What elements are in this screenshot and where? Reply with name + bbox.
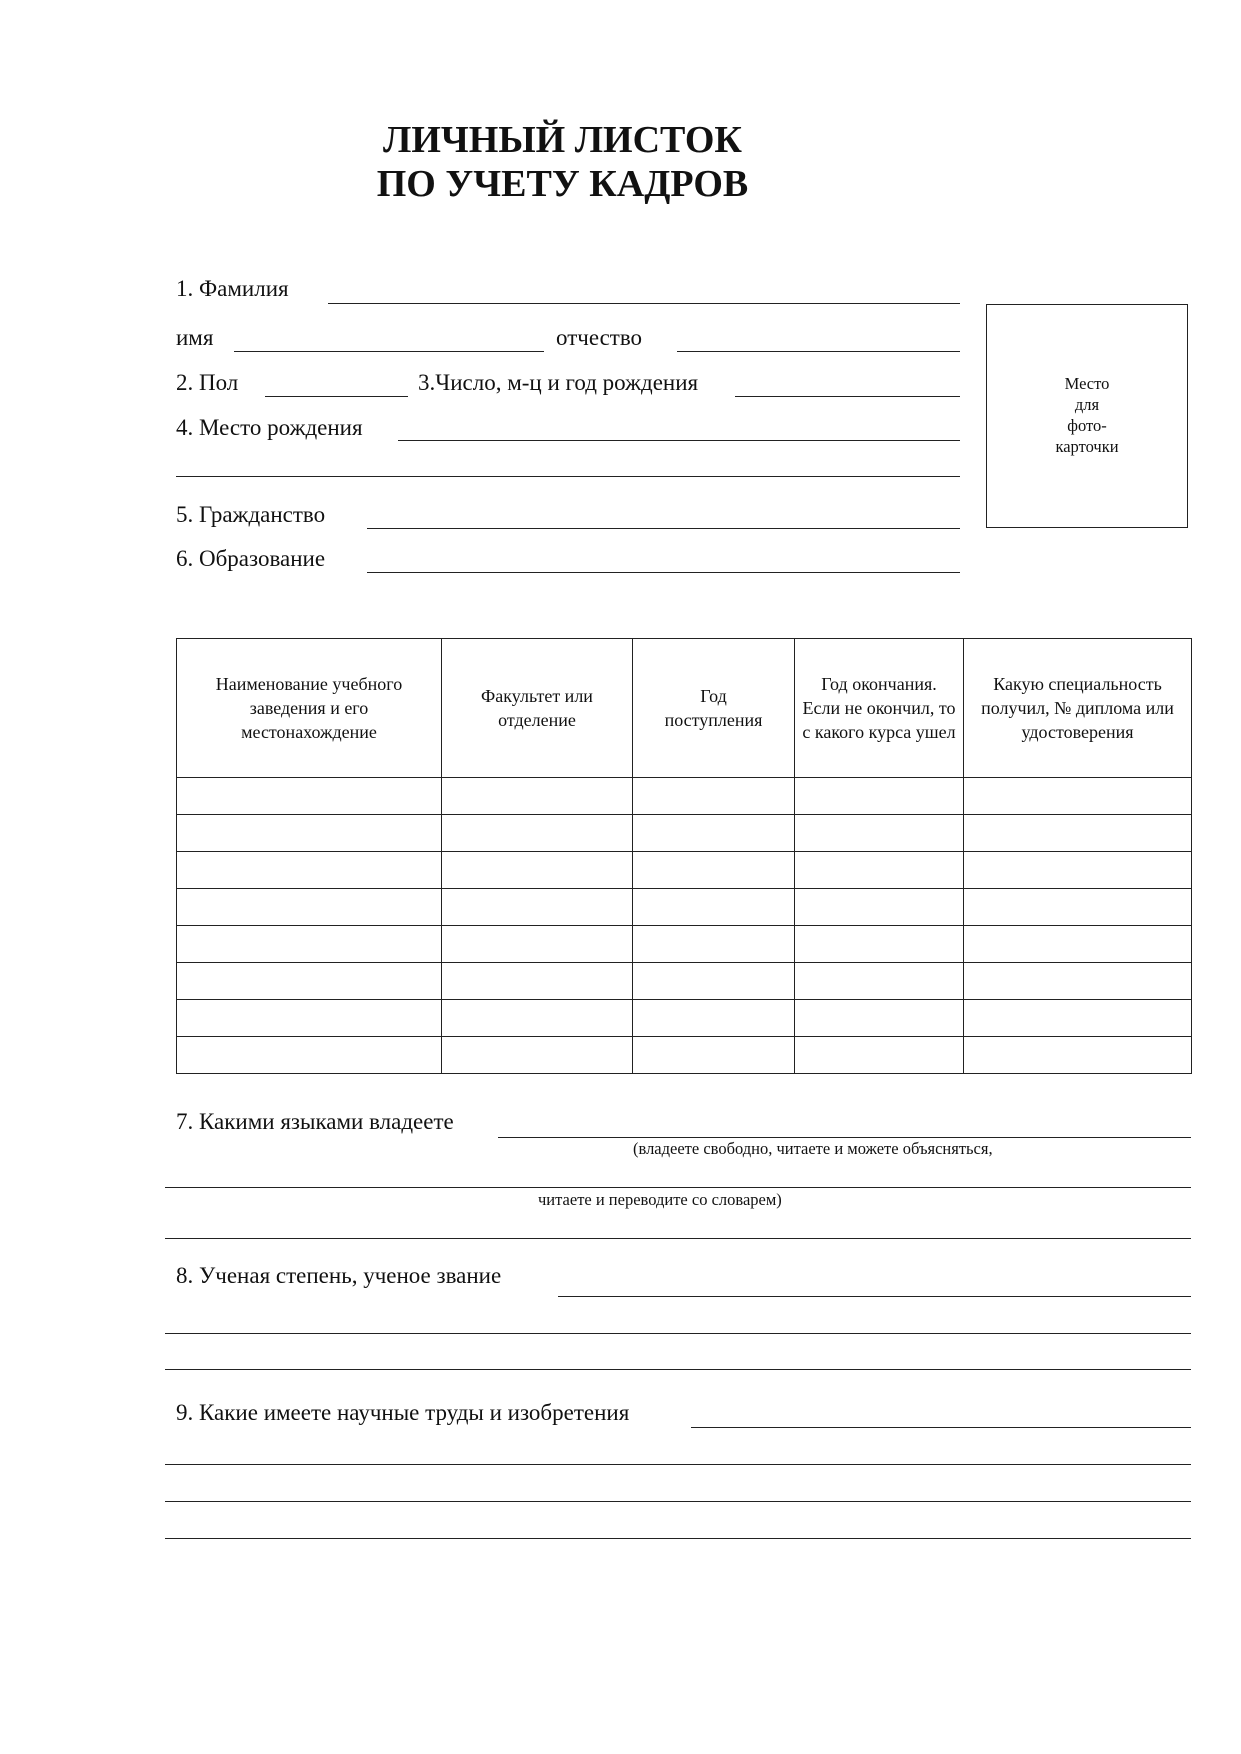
works-label: 9. Какие имеете научные труды и изобретения [176,1400,630,1425]
citizenship-label: 5. Гражданство [176,502,326,527]
table-cell[interactable] [964,1000,1192,1037]
education-table [176,638,1192,1074]
degree-field[interactable] [558,1296,1191,1297]
col-header-institution-text: Наименование учебного заведения и его местонахождение [215,674,403,742]
table-cell[interactable] [177,852,442,889]
sex-label: 2. Пол [176,370,239,395]
table-cell[interactable] [795,926,964,963]
col-header-specialty-text: Какую специальность получил, № диплома или удостоверения [981,674,1174,742]
table-cell[interactable] [177,889,442,926]
patronymic-field[interactable] [677,351,960,352]
table-cell[interactable] [964,963,1192,1000]
table-cell[interactable] [633,778,795,815]
col-header-institution [177,639,442,778]
works-field-line-3[interactable] [165,1501,1191,1502]
education-table-body [177,778,1192,1074]
table-cell[interactable] [964,1037,1192,1074]
table-row [177,1000,1192,1037]
col-header-entry-year-text: Год поступления [664,686,763,730]
languages-field-line-2[interactable] [165,1187,1191,1188]
photo-text-line-3: фото- [1067,416,1107,435]
languages-hint-2: читаете и переводите со словарем) [538,1190,782,1209]
education-label: 6. Образование [176,546,326,571]
photo-placeholder-text [987,373,1187,457]
name-label: имя [176,325,214,350]
table-cell[interactable] [633,1000,795,1037]
patronymic-label: отчество [556,325,643,350]
table-cell[interactable] [633,889,795,926]
table-cell[interactable] [795,852,964,889]
table-cell[interactable] [442,963,633,1000]
works-field-line-2[interactable] [165,1464,1191,1465]
table-row [177,1037,1192,1074]
birthdate-label: 3.Число, м-ц и год рождения [418,370,699,395]
col-header-graduation-year-text: Год окончания. Если не окончил, то с какого курса ушел [802,674,956,742]
photo-placeholder-box [986,304,1188,528]
table-cell[interactable] [177,1000,442,1037]
works-field[interactable] [691,1427,1191,1428]
degree-field-line-3[interactable] [165,1369,1191,1370]
table-cell[interactable] [442,926,633,963]
birthplace-field-line-2[interactable] [176,476,960,477]
table-row [177,963,1192,1000]
table-cell[interactable] [964,815,1192,852]
table-cell[interactable] [964,889,1192,926]
languages-label: 7. Какими языками владеете [176,1109,454,1134]
sex-field[interactable] [265,396,408,397]
table-cell[interactable] [633,1037,795,1074]
table-row [177,852,1192,889]
citizenship-field[interactable] [367,528,960,529]
table-cell[interactable] [795,1000,964,1037]
table-cell[interactable] [795,1037,964,1074]
table-cell[interactable] [964,926,1192,963]
form-title-line-2: ПО УЧЕТУ КАДРОВ [376,163,749,205]
birthplace-field[interactable] [398,440,960,441]
languages-hint-1: (владеете свободно, читаете и можете объясняться, [633,1139,993,1158]
table-row [177,815,1192,852]
degree-field-line-2[interactable] [165,1333,1191,1334]
table-cell[interactable] [177,778,442,815]
table-cell[interactable] [442,889,633,926]
col-header-entry-year [633,639,795,778]
photo-text-line-4: карточки [1055,437,1119,456]
surname-label: 1. Фамилия [176,276,289,301]
col-header-specialty [964,639,1192,778]
photo-text-line-1: Место [1064,374,1110,393]
languages-field[interactable] [498,1137,1191,1138]
table-cell[interactable] [177,926,442,963]
col-header-faculty [442,639,633,778]
education-table-header-row [177,639,1192,778]
birthplace-label: 4. Место рождения [176,415,363,440]
table-row [177,926,1192,963]
table-cell[interactable] [633,852,795,889]
table-cell[interactable] [795,778,964,815]
education-field[interactable] [367,572,960,573]
table-cell[interactable] [795,889,964,926]
table-cell[interactable] [442,778,633,815]
table-cell[interactable] [442,1000,633,1037]
table-cell[interactable] [177,1037,442,1074]
degree-label: 8. Ученая степень, ученое звание [176,1263,502,1288]
table-row [177,778,1192,815]
table-cell[interactable] [795,815,964,852]
table-cell[interactable] [442,815,633,852]
table-cell[interactable] [964,778,1192,815]
table-cell[interactable] [442,852,633,889]
col-header-graduation-year [795,639,964,778]
birthdate-field[interactable] [735,396,960,397]
table-cell[interactable] [964,852,1192,889]
photo-text-line-2: для [1074,395,1100,414]
table-cell[interactable] [633,963,795,1000]
works-field-line-4[interactable] [165,1538,1191,1539]
form-title-line-1: ЛИЧНЫЙ ЛИСТОК [383,119,742,161]
table-cell[interactable] [177,963,442,1000]
table-cell[interactable] [633,926,795,963]
col-header-faculty-text: Факультет или отделение [481,686,593,730]
table-cell[interactable] [633,815,795,852]
name-field[interactable] [234,351,544,352]
languages-field-line-3[interactable] [165,1238,1191,1239]
table-row [177,889,1192,926]
surname-field[interactable] [328,303,960,304]
table-cell[interactable] [177,815,442,852]
table-cell[interactable] [442,1037,633,1074]
table-cell[interactable] [795,963,964,1000]
